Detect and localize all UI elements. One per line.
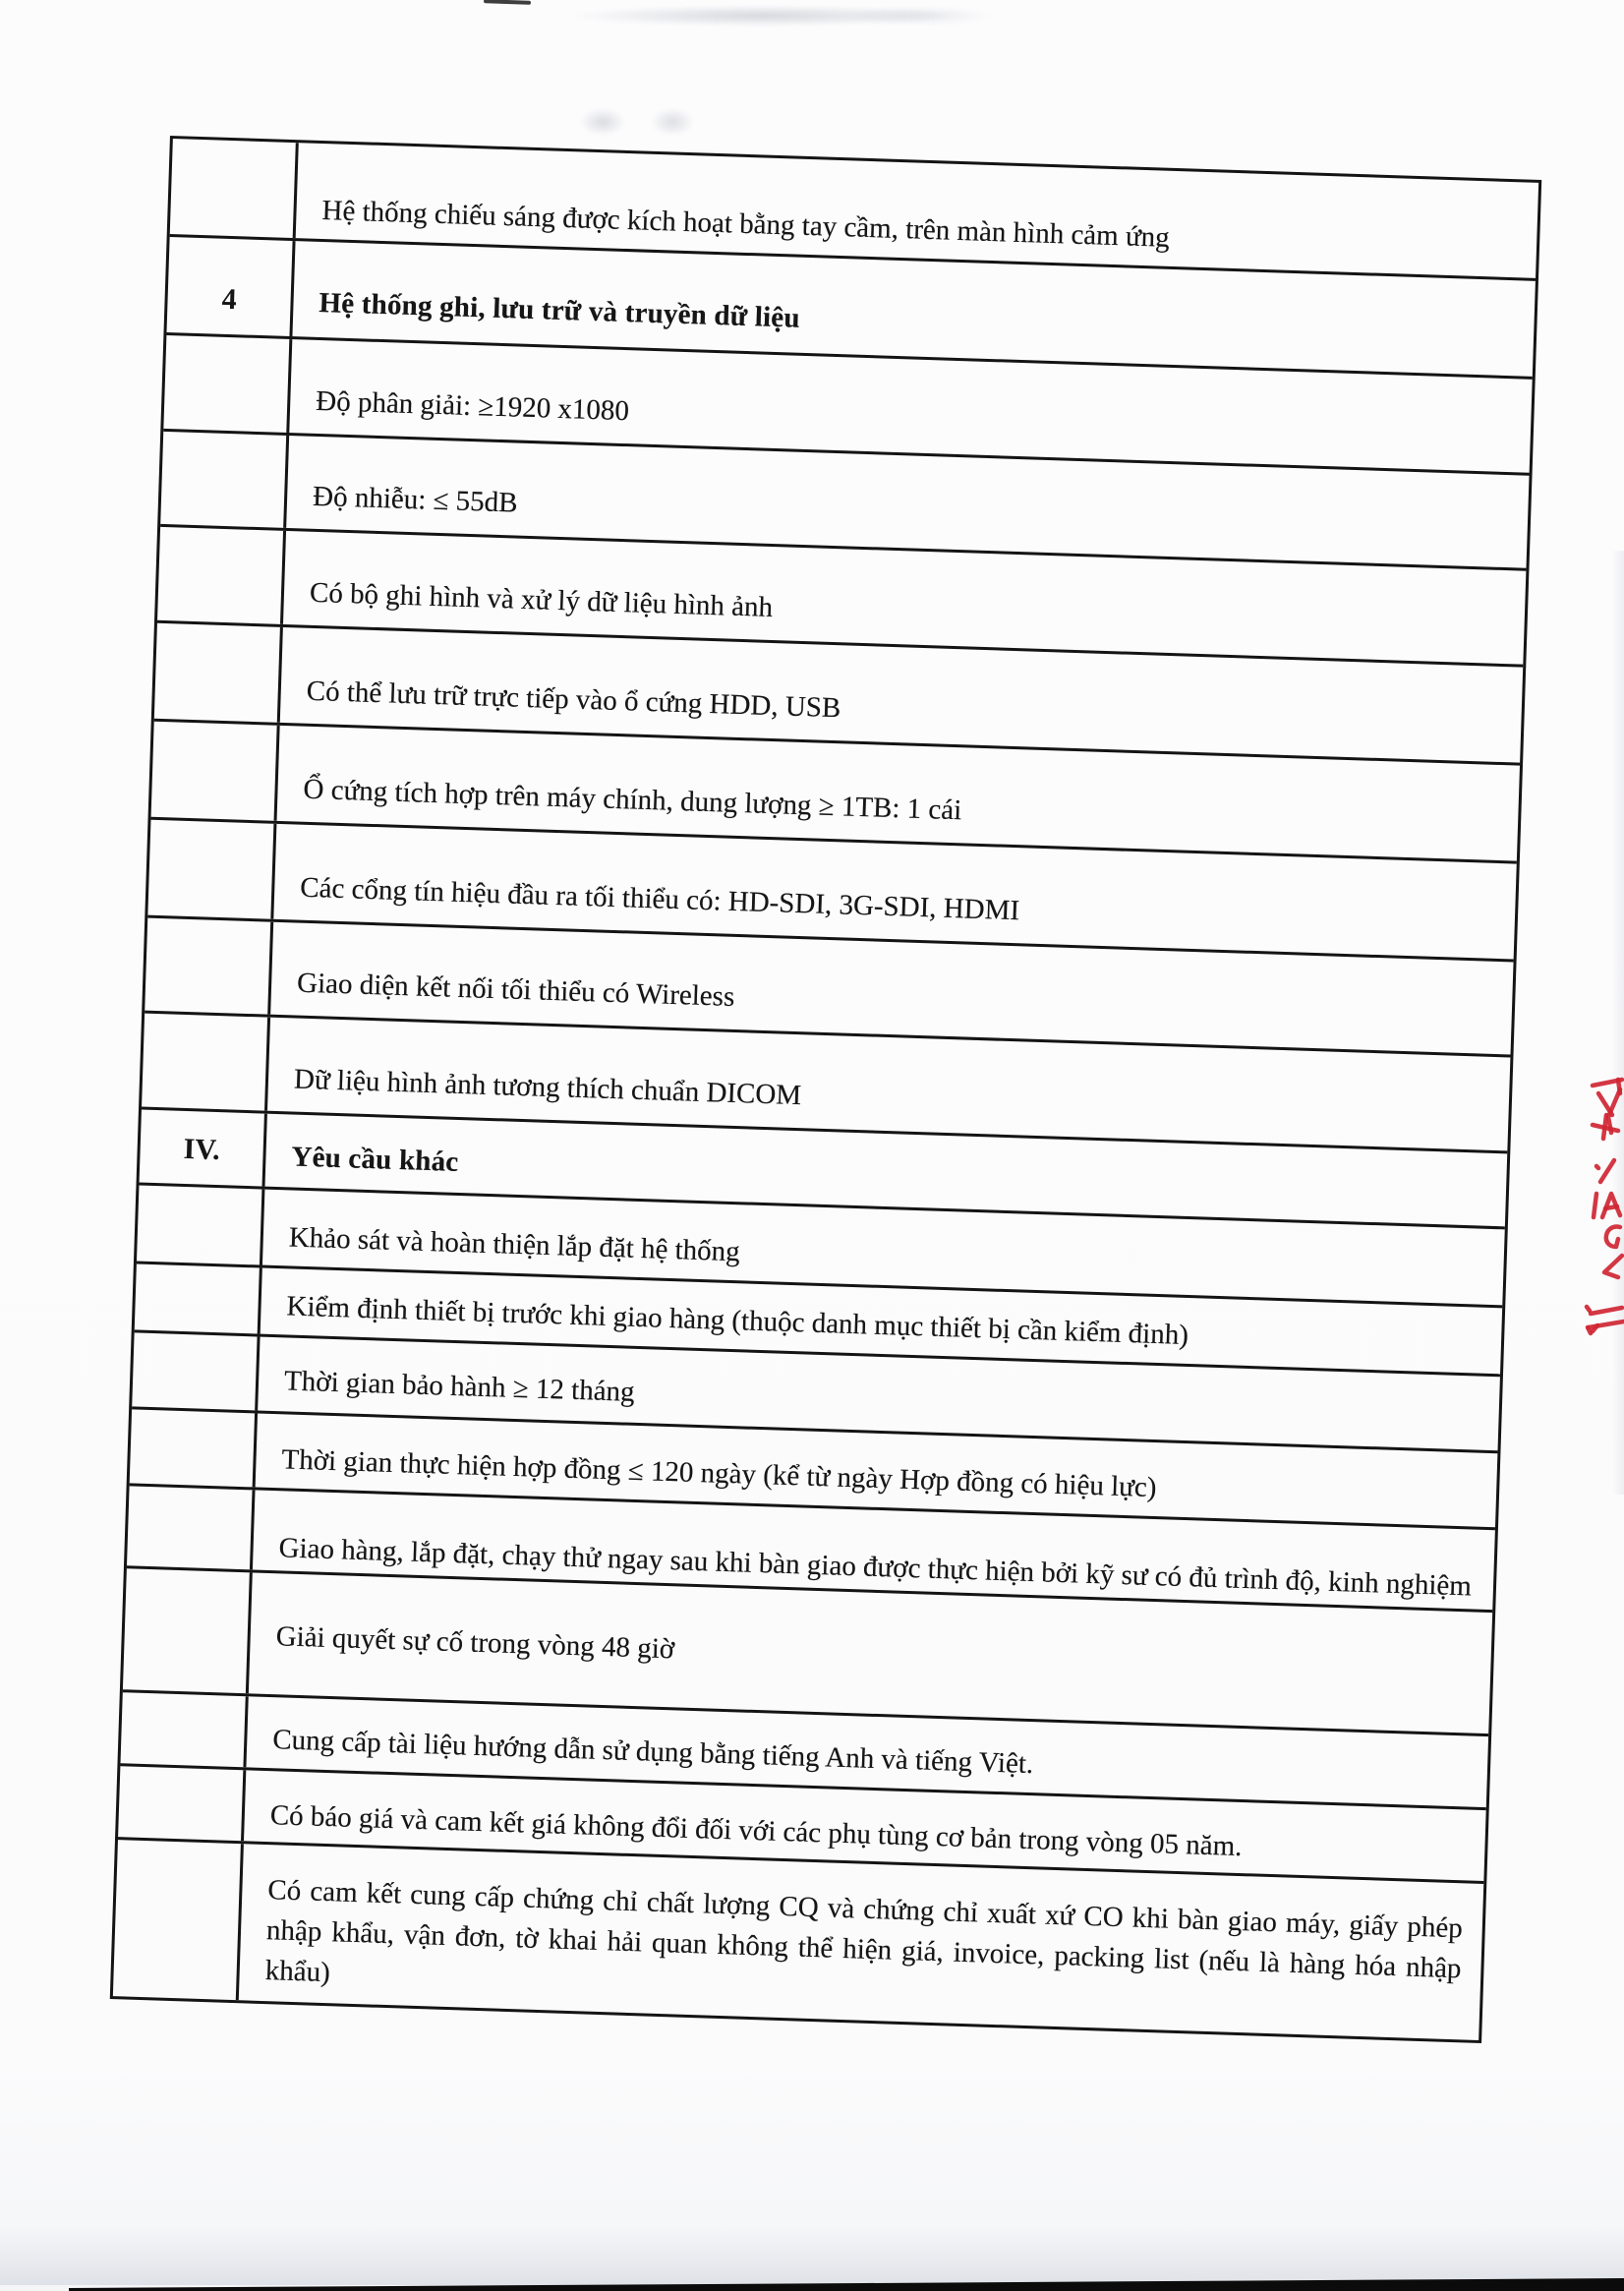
row-number-cell [142, 1014, 270, 1111]
scan-smudge [845, 6, 993, 26]
spec-text: Yêu cầu khác [290, 1141, 459, 1178]
scan-edge-bar [0, 2269, 1624, 2291]
spec-text: Cung cấp tài liệu hướng dẫn sử dụng bằng tiếng Anh và tiếng Việt. [271, 1724, 1034, 1781]
row-number-cell [132, 1332, 260, 1410]
row-number-cell [113, 1840, 244, 2000]
spec-text: Có cam kết cung cấp chứng chỉ chất lượng CQ và chứng chỉ xuất xứ CO khi bàn giao máy, giấy phép nhập khẩu, vận đơn, tờ khai hải quan không thể hiện giá, invoice, packing list (nếu là hàng hóa nhập khẩu) [264, 1874, 1464, 1989]
row-number-cell [135, 1263, 262, 1333]
row-number-cell [145, 918, 273, 1015]
row-number-cell [154, 623, 283, 723]
spec-text: Độ phân giải: ≥1920 x1080 [315, 384, 630, 428]
row-number-cell [121, 1692, 249, 1767]
scan-edge-shading [1612, 551, 1624, 1495]
spec-text: Hệ thống chiếu sáng được kích hoạt bằng tay cầm, trên màn hình cảm ứng [321, 195, 1171, 254]
row-number-cell [157, 527, 286, 624]
row-number-cell: 4 [167, 237, 296, 336]
spec-text: Ổ cứng tích hợp trên máy chính, dung lượng ≥ 1TB: 1 cái [303, 773, 962, 827]
row-number-cell [118, 1766, 246, 1841]
spec-text: Khảo sát và hoàn thiện lắp đặt hệ thống [288, 1221, 741, 1268]
spec-text: Giao diện kết nối tối thiểu có Wireless [296, 967, 735, 1013]
row-number-cell [147, 820, 276, 919]
spec-text: Giải quyết sự cố trong vòng 48 giờ [275, 1620, 675, 1666]
spec-text: Thời gian thực hiện hợp đồng ≤ 120 ngày (kể từ ngày Hợp đồng có hiệu lực) [281, 1443, 1157, 1504]
spec-text: Hệ thống ghi, lưu trữ và truyền dữ liệu [319, 286, 801, 334]
spec-text: Thời gian bảo hành ≥ 12 tháng [283, 1365, 636, 1408]
scan-edge-streak [484, 0, 531, 5]
spec-text: Có báo giá và cam kết giá không đổi đối với các phụ tùng cơ bản trong vòng 05 năm. [269, 1799, 1243, 1863]
row-number-cell [130, 1409, 258, 1487]
spec-text: Giao hàng, lắp đặt, chạy thử ngay sau khi bàn giao được thực hiện bởi kỹ sư có đủ trình độ, kinh nghiệm [278, 1532, 1473, 1603]
scan-smudge [651, 108, 694, 136]
handwritten-red-annotation [1579, 1064, 1624, 1349]
spec-text: Có thể lưu trữ trực tiếp vào ổ cứng HDD, USB [306, 675, 841, 725]
spec-text: Có bộ ghi hình và xử lý dữ liệu hình ảnh [309, 576, 774, 623]
scan-smudge [580, 108, 625, 136]
row-number-cell [127, 1486, 256, 1569]
row-number-cell [123, 1568, 253, 1693]
row-number-cell [160, 432, 289, 528]
row-number-cell [163, 335, 292, 433]
row-number-cell [137, 1186, 264, 1265]
scan-smudge [565, 5, 958, 27]
spec-text: Độ nhiễu: ≤ 55dB [312, 480, 519, 519]
row-number-cell [170, 139, 299, 238]
row-number-cell [151, 722, 280, 821]
row-number-cell: IV. [140, 1110, 267, 1187]
spec-text: Dữ liệu hình ảnh tương thích chuẩn DICOM [293, 1063, 802, 1112]
spec-text: Các cổng tín hiệu đầu ra tối thiểu có: HD-SDI, 3G-SDI, HDMI [299, 871, 1020, 927]
spec-text: Kiểm định thiết bị trước khi giao hàng (thuộc danh mục thiết bị cần kiểm định) [286, 1290, 1189, 1352]
spec-table [110, 136, 1541, 2043]
